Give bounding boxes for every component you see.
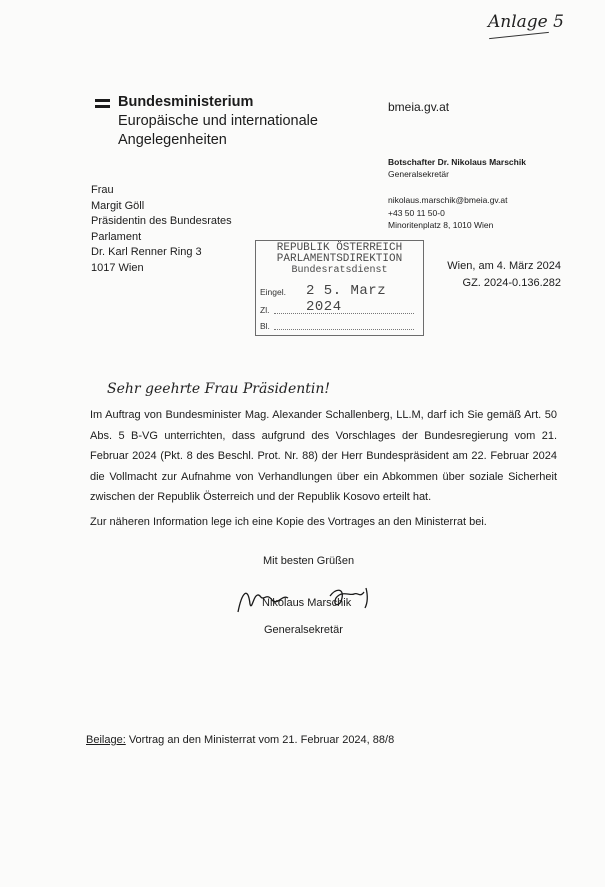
letter-closing: Mit besten Grüßen: [263, 555, 355, 567]
sender-email: nikolaus.marschik@bmeia.gv.at: [388, 195, 508, 205]
stamp-line-1: REPUBLIK ÖSTERREICH: [276, 242, 403, 254]
recipient-address: [91, 183, 232, 276]
recipient-street: Dr. Karl Renner Ring 3: [91, 246, 202, 258]
enclosure-text: Vortrag an den Ministerrat vom 21. Februar 2024, 88/8: [125, 734, 395, 746]
letter-info: Zur näheren Information lege ich eine Kopie des Vortrages an den Ministerrat bei.: [90, 516, 487, 528]
sender-contact: [388, 194, 508, 232]
stamp-line-2: PARLAMENTSDIREKTION: [276, 253, 403, 265]
date-reference: [421, 258, 561, 292]
ministry-name: [118, 93, 318, 150]
stamp-bl-line: [274, 321, 414, 330]
recipient-org: Parlament: [91, 230, 142, 243]
ministry-line-3: Angelegenheiten: [118, 132, 227, 148]
sender-title: Generalsekretär: [388, 169, 449, 179]
sender-phone: +43 50 11 50-0: [388, 207, 445, 218]
ministry-logo-icon: [95, 99, 110, 110]
enclosure-label: Beilage:: [86, 734, 126, 746]
stamp-eingel-label: Eingel.: [260, 287, 286, 297]
recipient-name: Margit Göll: [91, 199, 145, 212]
handwritten-salutation: Sehr geehrte Frau Präsidentin!: [107, 381, 330, 397]
ministry-line-1: Bundesministerium: [118, 94, 254, 110]
recipient-position: Präsidentin des Bundesrates: [91, 215, 232, 227]
stamp-zl-line: [274, 305, 414, 314]
ministry-line-2: Europäische und internationale: [118, 113, 318, 129]
enclosure: [86, 734, 394, 746]
letter-body: Im Auftrag von Bundesminister Mag. Alexander Schallenberg, LL.M, darf ich Sie gemäß Art. 50 Abs. 5 B-VG unterrichten, dass aufgrund des Vorschlages der Bundesregierung vom 21. Februar 2024 (Pkt. 8 des Beschl. Prot. Nr. 88) der Herr Bundespräsident am 22. Februar 2024 die Vollmacht zur Aufnahme von Verhandlungen über ein Abkommen über soziale Sicherheit zwischen der Republik Österreich und der Republik Kosovo erteilt hat.: [90, 409, 557, 503]
annotation-underline: [489, 32, 549, 39]
signer-name: Nikolaus Marschik: [262, 597, 352, 609]
stamp-received-date: 2 5. Marz 2024: [306, 283, 387, 315]
sender-block: [388, 156, 526, 180]
place-date: Wien, am 4. März 2024: [447, 260, 561, 272]
signer-title: Generalsekretär: [264, 624, 343, 636]
ministry-website: bmeia.gv.at: [388, 100, 450, 114]
handwritten-annotation: Anlage 5: [488, 12, 564, 32]
receipt-stamp: [255, 240, 424, 336]
stamp-header: [256, 243, 423, 276]
recipient-salutation: Frau: [91, 184, 114, 196]
stamp-zl-label: Zl.: [260, 305, 270, 315]
recipient-city: 1017 Wien: [91, 261, 144, 274]
reference-number: GZ. 2024-0.136.282: [462, 277, 561, 289]
sender-name: Botschafter Dr. Nikolaus Marschik: [388, 157, 526, 167]
sender-address: Minoritenplatz 8, 1010 Wien: [388, 220, 494, 230]
stamp-line-3: Bundesratsdienst: [291, 265, 388, 276]
stamp-bl-label: Bl.: [260, 321, 270, 331]
